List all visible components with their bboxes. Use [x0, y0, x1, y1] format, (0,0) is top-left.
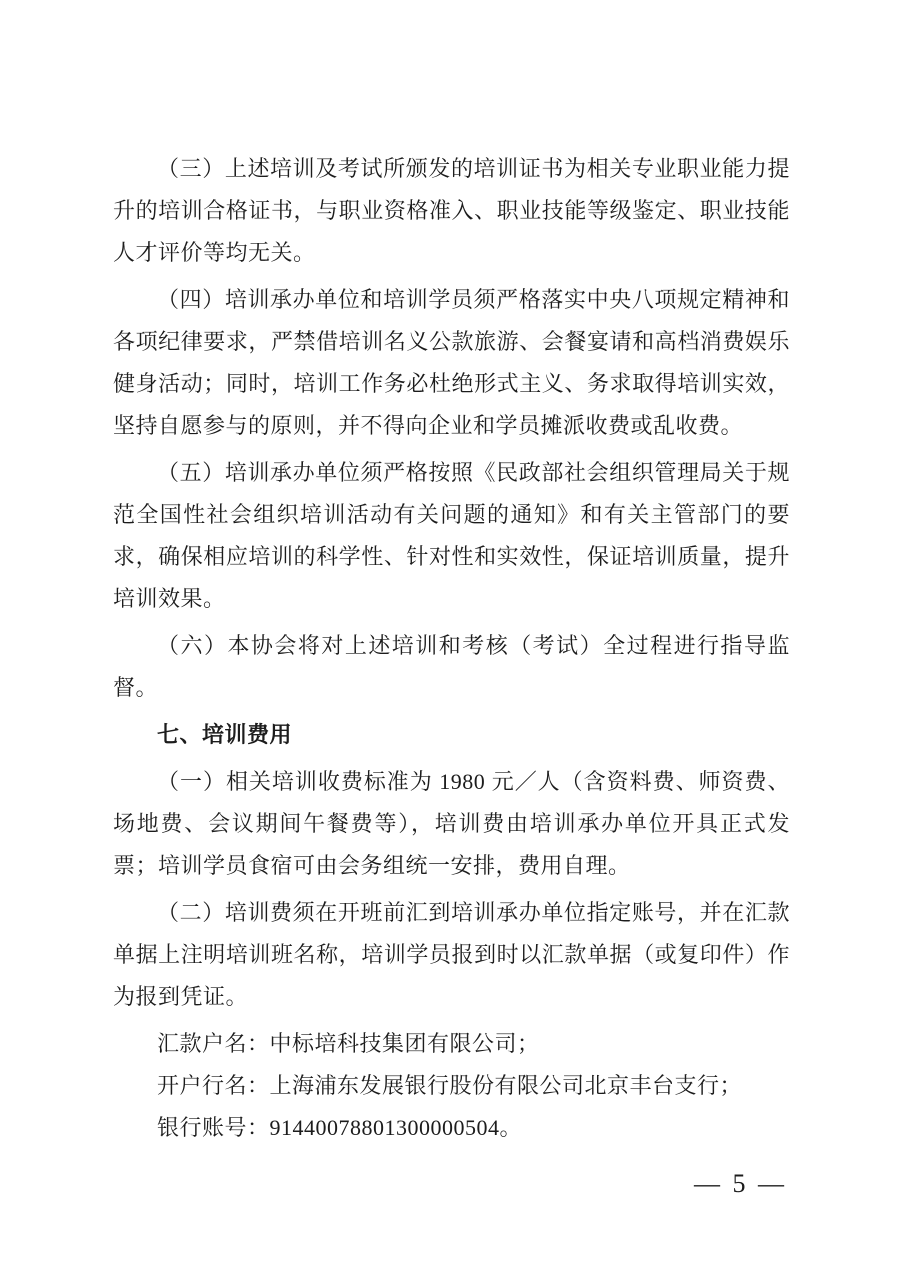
paragraph-discipline-rules: （四）培训承办单位和培训学员须严格落实中央八项规定精神和各项纪律要求，严禁借培训名义公款旅游、会餐宴请和高档消费娱乐健身活动；同时，培训工作务必杜绝形式主义、务求取得培训实效，坚持自愿参与的原则，并不得向企业和学员摊派收费或乱收费。	[113, 287, 790, 438]
line-remittance-account-name: 汇款户名：中标培科技集团有限公司；	[157, 1031, 540, 1056]
line-bank-branch-name: 开户行名：上海浦东发展银行股份有限公司北京丰台支行；	[157, 1073, 743, 1098]
section-heading-training-fees: 七、培训费用	[157, 722, 293, 747]
paragraph-payment-instructions: （二）培训费须在开班前汇到培训承办单位指定账号，并在汇款单据上注明培训班名称，培训学员报到时以汇款单据（或复印件）作为报到凭证。	[113, 900, 790, 1009]
paragraph-fee-standard: （一）相关培训收费标准为 1980 元／人（含资料费、师资费、场地费、会议期间午餐费等），培训费由培训承办单位开具正式发票；培训学员食宿可由会务组统一安排，费用自理。	[113, 769, 790, 878]
paragraph-compliance-notice: （五）培训承办单位须严格按照《民政部社会组织管理局关于规范全国性社会组织培训活动有关问题的通知》和有关主管部门的要求，确保相应培训的科学性、针对性和实效性，保证培训质量，提升培训效果。	[113, 460, 790, 611]
paragraph-supervision: （六）本协会将对上述培训和考核（考试）全过程进行指导监督。	[113, 633, 790, 700]
page-number: — 5 —	[694, 1169, 787, 1198]
line-bank-account-number: 银行账号：91440078801300000504。	[157, 1115, 523, 1140]
document-body	[113, 148, 790, 1149]
paragraph-cert-disclaimer: （三）上述培训及考试所颁发的培训证书为相关专业职业能力提升的培训合格证书，与职业资格准入、职业技能等级鉴定、职业技能人才评价等均无关。	[113, 156, 790, 265]
